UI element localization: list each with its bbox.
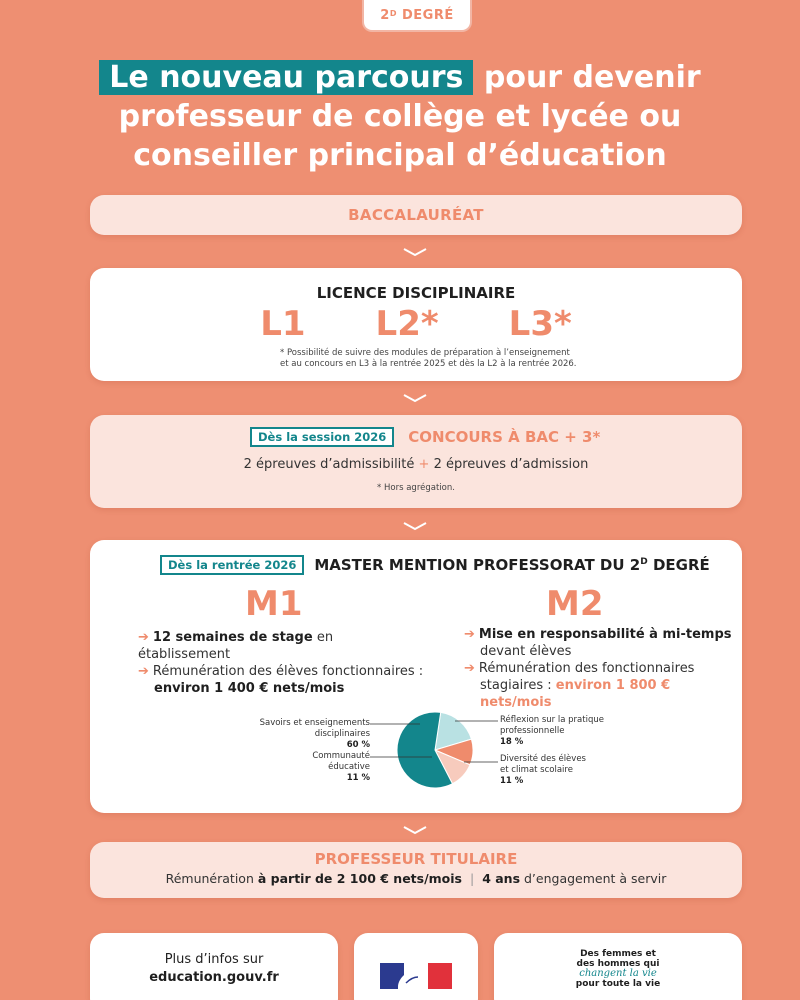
titulaire-post: d’engagement à servir [524,871,667,886]
titulaire-card [90,842,742,898]
arrow-right-icon: ➔ [464,627,475,642]
licence-years [90,304,742,344]
pie-leader-lines [370,710,520,790]
marianne-flag-logo [380,963,452,989]
pie-label-communaute-line2: éducative [328,762,370,772]
titulaire-separator: | [469,871,475,886]
m1-remu-line2-wrap [138,680,428,697]
republique-logo-card [354,933,478,1000]
titulaire-line [90,871,742,886]
m1-label: M1 [245,584,303,624]
pie-label-diversite-line1: Diversité des élèves [500,754,586,764]
slogan [494,949,742,989]
education-link[interactable]: education.gouv.fr [149,970,279,985]
slogan-line2: des hommes qui [576,959,660,969]
title-line1-rest: pour devenir [483,60,701,95]
master-title-sup: D [640,557,648,567]
pie-label-reflexion-value: 18 % [500,737,524,747]
degree-number: 2 [380,7,390,23]
titulaire-years: 4 ans [482,871,521,886]
pie-label-communaute-value: 11 % [346,773,370,783]
title-line3: conseiller principal d’éducation [133,138,667,173]
page-title [60,58,740,175]
m2-resp-bold: Mise en responsabilité à mi-temps [478,627,732,642]
m2-remu-line2-wrap [464,677,734,711]
baccalaureat-label: BACCALAURÉAT [348,206,484,224]
degree-sup: D [389,8,397,18]
titulaire-title: PROFESSEUR TITULAIRE [314,850,518,868]
titulaire-salary: à partir de 2 100 € nets/mois [257,871,462,886]
concours-title: CONCOURS À BAC + 3* [408,428,601,446]
m2-resp-rest: devant élèves [480,644,572,659]
concours-admission: 2 épreuves d’admission [433,457,589,472]
master-title [314,556,709,574]
concours-note: * Hors agrégation. [377,483,455,493]
m2-remu-line2: stagiaires : [480,678,552,693]
title-line2: professeur de collège et lycée ou [118,99,682,134]
m1-stage-bold: 12 semaines de stage [152,630,313,645]
m1-stage-rest: en établissement [138,630,334,662]
licence-note [280,348,700,370]
concours-admissibilite: 2 épreuves d’admissibilité [243,457,415,472]
title-highlight: Le nouveau parcours [99,60,473,95]
pie-label-diversite-value: 11 % [500,776,524,786]
plus-sign: + [418,457,430,472]
master-title-text: MASTER MENTION PROFESSORAT DU 2 [314,556,641,574]
pie-label-savoirs-line2: disciplinaires [314,729,370,739]
m1-remu-line2: environ 1 400 € nets/mois [154,681,345,696]
chevron-down-icon [402,521,428,531]
pie-label-reflexion [500,715,640,748]
master-card [90,540,742,813]
m1-bullet-stage [138,629,428,663]
concours-card [90,415,742,508]
licence-year-l3: L3* [508,304,572,344]
licence-card [90,268,742,381]
arrow-right-icon: ➔ [138,664,149,679]
pie-label-communaute-line1: Communauté [312,751,370,761]
arrow-right-icon: ➔ [138,630,149,645]
licence-year-l2: L2* [375,304,439,344]
pie-label-reflexion-line2: professionnelle [500,726,565,736]
degree-suffix: DEGRÉ [401,7,454,23]
info-card [90,933,338,1000]
m2-remu-line1: Rémunération des fonctionnaires [478,661,695,676]
pie-label-diversite [500,754,640,787]
m2-bullet-responsabilite [464,626,734,643]
licence-note-line1: * Possibilité de suivre des modules de préparation à l’enseignement [280,348,570,358]
m2-remu-highlight: environ 1 800 € nets/mois [480,678,671,710]
titulaire-pre: Rémunération [165,871,254,886]
pie-label-savoirs-value: 60 % [346,740,370,750]
pie-label-communaute [250,751,370,784]
pie-label-reflexion-line1: Réflexion sur la pratique [500,715,604,725]
pie-label-savoirs-line1: Savoirs et enseignements [259,718,370,728]
m1-remu-line1: Rémunération des élèves fonctionnaires : [152,664,424,679]
pie-label-diversite-line2: et climat scolaire [500,765,573,775]
m2-label: M2 [546,584,604,624]
concours-epreuves [90,457,742,472]
slogan-line1: Des femmes et [580,949,656,959]
pie-label-savoirs [250,718,370,751]
m2-bullets [464,626,734,711]
licence-title: LICENCE DISCIPLINAIRE [316,284,516,302]
licence-note-line2: et au concours en L3 à la rentrée 2025 et dès la L2 à la rentrée 2026. [280,359,577,369]
info-line1: Plus d’infos sur [164,952,264,967]
chevron-down-icon [402,247,428,257]
slogan-card [494,933,742,1000]
m2-bullet-remuneration [464,660,734,677]
arrow-right-icon: ➔ [464,661,475,676]
m1-bullet-remuneration [138,663,428,680]
master-tag: Dès la rentrée 2026 [160,555,304,575]
chevron-down-icon [402,825,428,835]
slogan-script: changent la vie [579,968,657,979]
slogan-line4: pour toute la vie [575,979,661,989]
degree-badge [362,0,472,32]
baccalaureat-card [90,195,742,235]
chevron-down-icon [402,393,428,403]
master-title-end: DEGRÉ [652,556,710,574]
concours-tag: Dès la session 2026 [250,427,394,447]
licence-year-l1: L1 [260,304,306,344]
m1-bullets [138,629,428,697]
